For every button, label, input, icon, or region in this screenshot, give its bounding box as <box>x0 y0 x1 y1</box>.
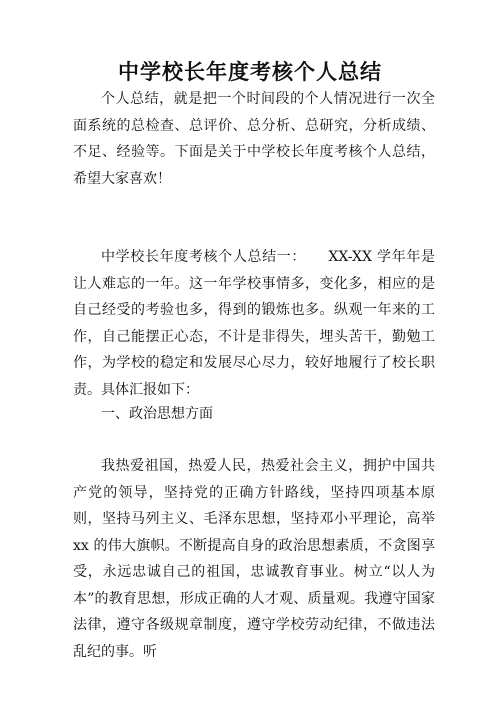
summary-paragraph: 中学校长年度考核个人总结一： XX-XX 学年年是让人难忘的一年。这一年学校事情多，变化多，相应的是自己经受的考验也多，得到的锻炼也多。纵观一年来的工作，自己能摆正心态，不计是非得失，埋头苦干，勤勉工作，为学校的稳定和发展尽心尽力，较好地履行了校长职责。具体汇报如下： <box>73 249 435 398</box>
body-paragraph: 我热爱祖国，热爱人民，热爱社会主义，拥护中国共产党的领导，坚持党的正确方针路线，坚持四项基本原则，坚持马列主义、毛泽东思想，坚持邓小平理论，高举 xx 的伟大旗帜。不断提高自身的政治思想素质，不贪图享受，永远忠诚自己的祖国，忠诚教育事业。树立“以人为本”的教育思想，形成正确的人才观、质量观。我遵守国家法律，遵守各级规章制度，遵守学校劳动纪律，不做违法乱纪的事。听 <box>73 458 435 660</box>
section-heading: 一、政治思想方面 <box>101 406 213 422</box>
page-title: 中学校长年度考核个人总结 <box>118 59 382 84</box>
intro-paragraph: 个人总结，就是把一个时间段的个人情况进行一次全面系统的总检查、总评价、总分析、总研究，分析成绩、不足、经验等。下面是关于中学校长年度考核个人总结，希望大家喜欢！ <box>73 91 435 187</box>
